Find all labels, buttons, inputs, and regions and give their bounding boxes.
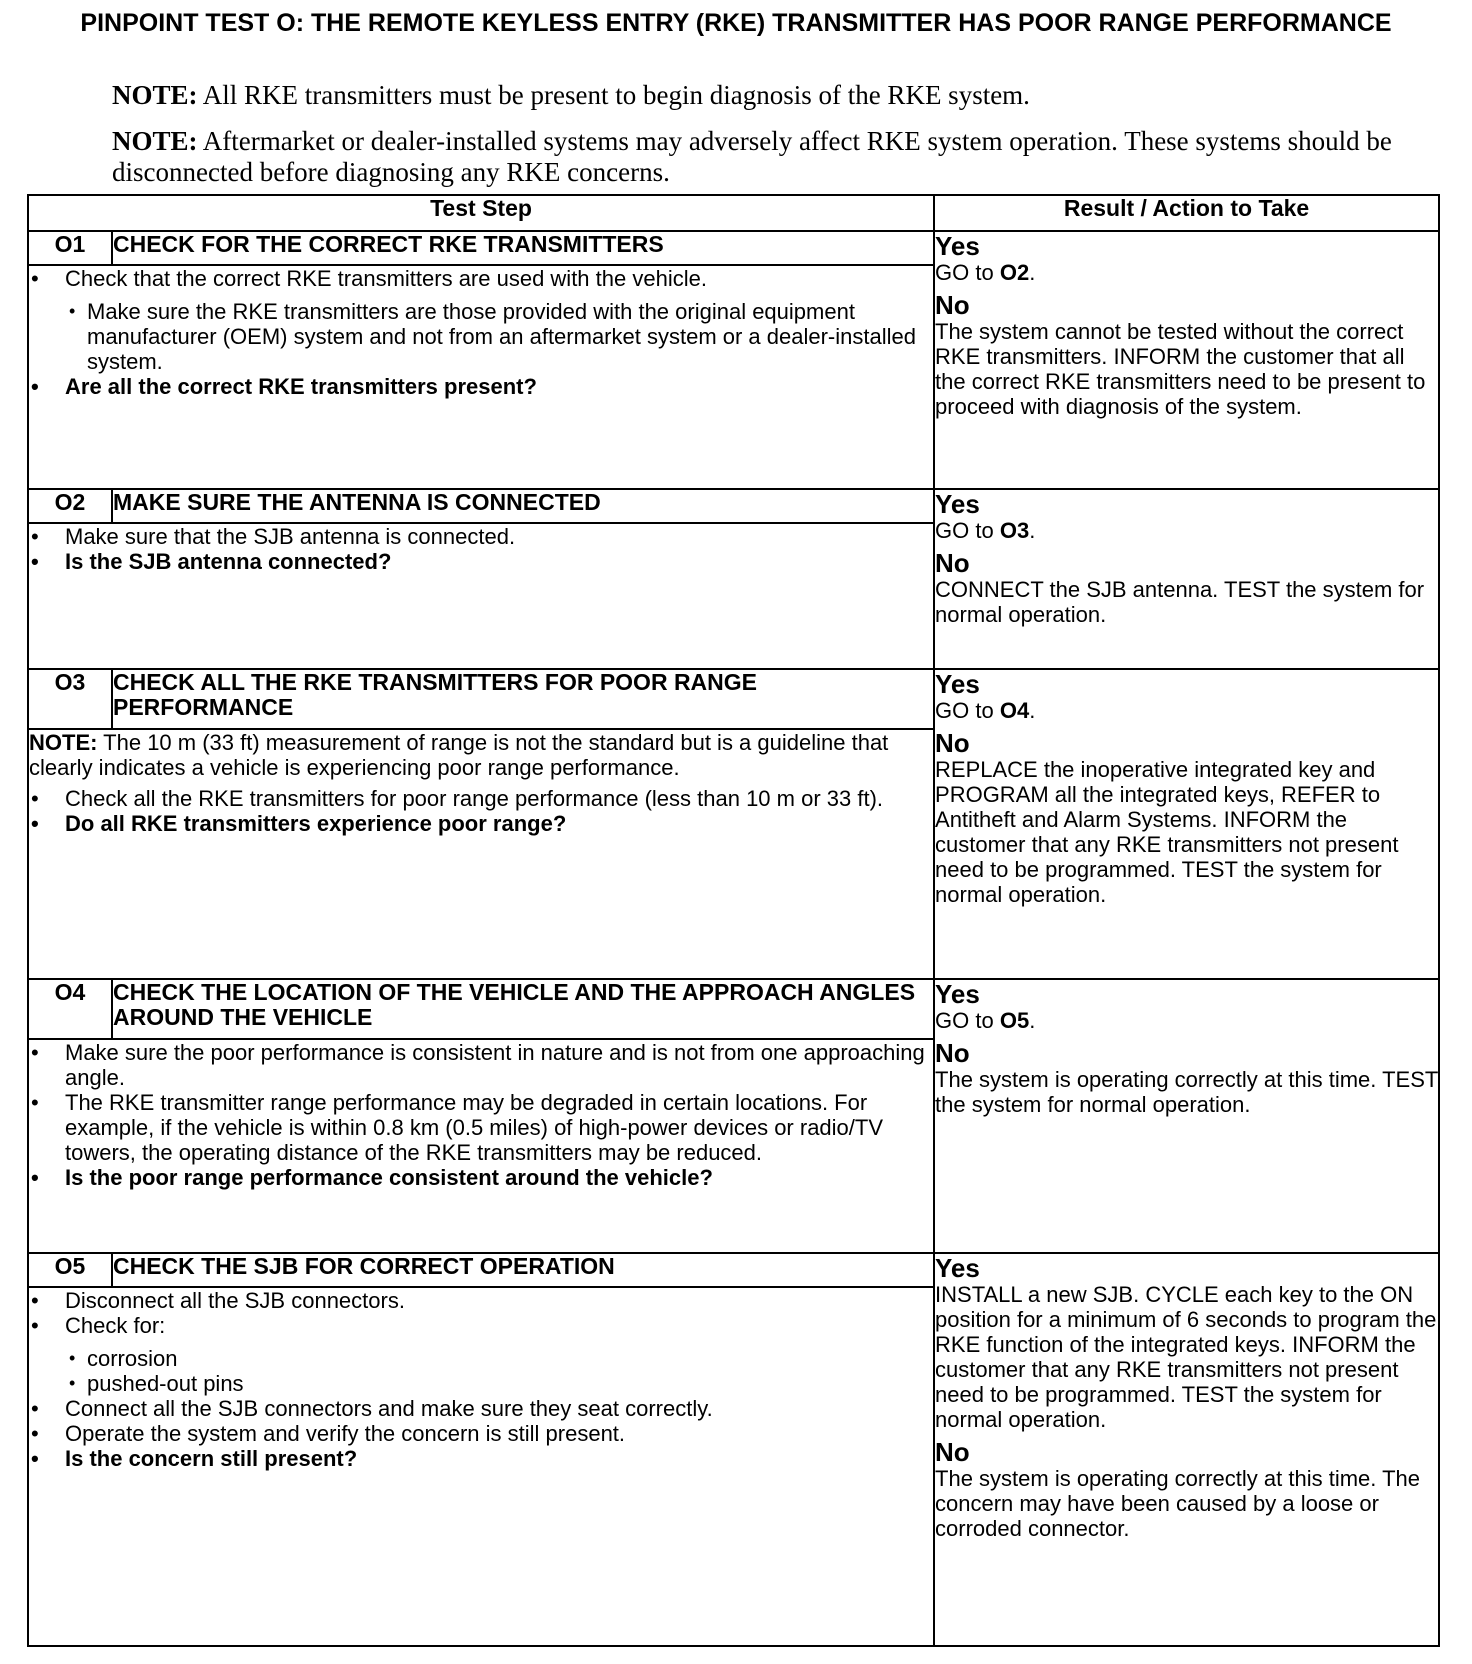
note-label: NOTE:	[112, 126, 198, 156]
no-action: The system is operating correctly at this time. TEST the system for normal operation.	[935, 1067, 1438, 1117]
step-question: • Do all RKE transmitters experience poor range?	[29, 811, 933, 836]
step-o3-result	[934, 669, 1439, 979]
step-id: O1	[28, 231, 112, 265]
note-label: NOTE:	[112, 80, 198, 110]
pinpoint-test-table	[27, 194, 1440, 1647]
step-bullet: • Disconnect all the SJB connectors.	[29, 1288, 933, 1313]
step-bullet: • Check that the correct RKE transmitters are used with the vehicle.	[29, 266, 933, 291]
step-note-label: NOTE:	[29, 730, 98, 755]
note-text: Aftermarket or dealer-installed systems may adversely affect RKE system operation. These systems should be disconnected before diagnosing any RKE concerns.	[112, 126, 1392, 187]
step-o2-title-row	[28, 489, 1439, 523]
yes-label: Yes	[935, 1253, 980, 1283]
header-test-step: Test Step	[28, 195, 934, 231]
yes-label: Yes	[935, 669, 980, 699]
yes-target-link[interactable]: O3	[999, 518, 1030, 543]
step-sub-bullet: • Make sure the RKE transmitters are those provided with the original equipment manufacturer (OEM) system and not from an aftermarket system or a dealer-installed system.	[29, 299, 933, 374]
step-o4-title-row	[28, 979, 1439, 1039]
step-bullet: • Make sure that the SJB antenna is connected.	[29, 524, 933, 549]
no-action: CONNECT the SJB antenna. TEST the system for normal operation.	[935, 577, 1425, 627]
no-action: The system cannot be tested without the correct RKE transmitters. INFORM the customer that all the correct RKE transmitters need to be present to proceed with diagnosis of the system.	[935, 319, 1426, 419]
step-note-text: The 10 m (33 ft) measurement of range is not the standard but is a guideline that clearly indicates a vehicle is experiencing poor range performance.	[29, 730, 889, 780]
step-id: O2	[28, 489, 112, 523]
note-text: All RKE transmitters must be present to begin diagnosis of the RKE system.	[202, 80, 1030, 110]
yes-text: GO to	[935, 1008, 994, 1033]
step-name: CHECK ALL THE RKE TRANSMITTERS FOR POOR RANGE PERFORMANCE	[112, 669, 934, 729]
step-name: CHECK FOR THE CORRECT RKE TRANSMITTERS	[112, 231, 934, 265]
step-question: • Is the poor range performance consistent around the vehicle?	[29, 1165, 933, 1190]
no-action: The system is operating correctly at this time. The concern may have been caused by a loose or corroded connector.	[935, 1466, 1421, 1541]
note-all-transmitters	[112, 80, 1442, 111]
step-name: CHECK THE SJB FOR CORRECT OPERATION	[112, 1253, 934, 1287]
step-bullet: • Operate the system and verify the concern is still present.	[29, 1421, 933, 1446]
step-o4-body	[28, 1039, 934, 1253]
step-bullet: • Make sure the poor performance is consistent in nature and is not from one approaching angle.	[29, 1040, 933, 1090]
yes-target-link[interactable]: O5	[999, 1008, 1030, 1033]
yes-text: GO to	[935, 260, 994, 285]
step-o1-body	[28, 265, 934, 489]
no-label: No	[935, 548, 970, 578]
yes-action: GO to O5.	[935, 1008, 1036, 1033]
step-o2-result	[934, 489, 1439, 669]
yes-action: GO to O4.	[935, 698, 1036, 723]
step-o2-body	[28, 523, 934, 669]
step-question: • Are all the correct RKE transmitters present?	[29, 374, 933, 399]
step-id: O4	[28, 979, 112, 1039]
step-o4-result	[934, 979, 1439, 1253]
table-header-row	[28, 195, 1439, 231]
step-bullet: • Connect all the SJB connectors and make sure they seat correctly.	[29, 1396, 933, 1421]
step-o3-body	[28, 729, 934, 979]
yes-action: GO to O2.	[935, 260, 1036, 285]
step-id: O3	[28, 669, 112, 729]
step-question: • Is the SJB antenna connected?	[29, 549, 933, 574]
yes-text: GO to	[935, 518, 994, 543]
header-result-action: Result / Action to Take	[934, 195, 1439, 231]
step-bullet: • Check for:	[29, 1313, 933, 1338]
no-label: No	[935, 728, 970, 758]
step-bullet: • Check all the RKE transmitters for poor range performance (less than 10 m or 33 ft).	[29, 786, 933, 811]
step-name: MAKE SURE THE ANTENNA IS CONNECTED	[112, 489, 934, 523]
step-o5-title-row	[28, 1253, 1439, 1287]
no-label: No	[935, 1038, 970, 1068]
step-name: CHECK THE LOCATION OF THE VEHICLE AND THE APPROACH ANGLES AROUND THE VEHICLE	[112, 979, 934, 1039]
yes-text: GO to	[935, 698, 994, 723]
step-bullet: • The RKE transmitter range performance may be degraded in certain locations. For example, if the vehicle is within 0.8 km (0.5 miles) of high-power devices or radio/TV towers, the operating distance of the RKE transmitters may be reduced.	[29, 1090, 933, 1165]
step-note	[29, 730, 933, 780]
step-sub-bullet: • corrosion	[29, 1346, 933, 1371]
yes-action: GO to O3.	[935, 518, 1036, 543]
step-question: • Is the concern still present?	[29, 1446, 933, 1471]
no-action: REPLACE the inoperative integrated key and PROGRAM all the integrated keys, REFER to Antitheft and Alarm Systems. INFORM the customer that any RKE transmitters not present need to be programmed. TEST the system for normal operation.	[935, 757, 1399, 907]
yes-target-link[interactable]: O4	[999, 698, 1030, 723]
step-o5-body	[28, 1287, 934, 1646]
yes-target-link[interactable]: O2	[999, 260, 1030, 285]
yes-action: INSTALL a new SJB. CYCLE each key to the ON position for a minimum of 6 seconds to program the RKE function of the integrated keys. INFORM the customer that any RKE transmitters not present need to be programmed. TEST the system for normal operation.	[935, 1282, 1437, 1432]
yes-label: Yes	[935, 979, 980, 1009]
no-label: No	[935, 290, 970, 320]
step-id: O5	[28, 1253, 112, 1287]
step-o3-title-row	[28, 669, 1439, 729]
step-o5-result	[934, 1253, 1439, 1646]
yes-label: Yes	[935, 489, 980, 519]
document-title: PINPOINT TEST O: THE REMOTE KEYLESS ENTRY (RKE) TRANSMITTER HAS POOR RANGE PERFORMANCE	[80, 9, 1392, 37]
note-aftermarket	[112, 126, 1442, 188]
step-o1-result	[934, 231, 1439, 489]
step-sub-bullet: • pushed-out pins	[29, 1371, 933, 1396]
yes-label: Yes	[935, 231, 980, 261]
no-label: No	[935, 1437, 970, 1467]
step-o1-title-row	[28, 231, 1439, 265]
